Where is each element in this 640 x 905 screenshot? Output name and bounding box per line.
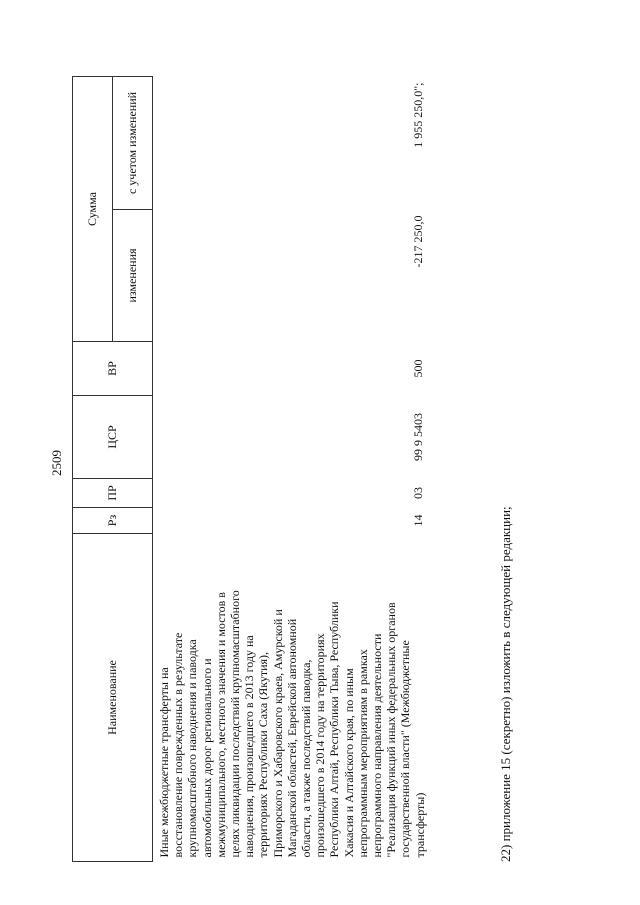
row-csr: 99 9 5403 [411,413,425,461]
budget-table [72,76,427,862]
header-pr: ПР [73,479,153,508]
row-name-line: государственной власти" (Межбюджетные [398,640,413,858]
row-name-line: трансферты) [412,792,427,858]
row-name-line: области, а также последствий паводка, [299,659,314,858]
row-name-line: Хакасия и Алтайского края, по иным [341,668,356,858]
row-name-line: автомобильных дорог регионального и [199,658,214,858]
row-name-line: Иные межбюджетные трансферты на [157,667,171,858]
row-name-line: крупномасштабного наводнения и паводка [185,639,200,858]
header-rz: Рз [73,508,153,534]
row-name-line: территориях Республики Саха (Якутия), [256,651,271,858]
row-name-line: Приморского и Хабаровского краев, Амурской и [270,609,285,858]
row-name-line: непрограммным мероприятиям в рамках [355,649,370,858]
header-name: Наименование [73,534,153,862]
table-row [153,76,427,861]
row-pr: 03 [411,487,425,499]
row-rz: 14 [411,514,425,527]
row-name [153,534,427,862]
row-name-line: Магаданской областей, Еврейской автономной [284,618,299,858]
row-name-line: "Реализация функций иных федеральных органов [384,602,399,858]
row-sum-change: -217 250,0 [411,215,425,268]
row-name-line: восстановление поврежденных в результате [171,632,186,858]
row-name-line: произошедшего в 2014 году на территориях [313,633,328,858]
header-vr: ВР [73,342,153,396]
row-vr: 500 [411,359,425,378]
header-sum-change: изменения [113,210,153,342]
row-name-line: целях ликвидации последствий крупномасштабного [228,590,243,858]
row-sum-with-change: 1 955 250,0"; [411,82,425,148]
footnote-text: 22) приложение 15 (секретно) изложить в следующей редакции; [498,506,513,862]
header-sum: Сумма [73,76,113,341]
row-name-line: непрограммного направления деятельности [370,633,385,858]
row-name-line: межмуниципального, местного значения и мостов в [213,592,228,858]
header-csr: ЦСР [73,396,153,479]
header-sum-with-change: с учетом изменений [113,76,153,209]
page-number: 2509 [49,450,64,476]
row-name-line: Республики Алтай, Республики Тыва, Республики [327,601,342,858]
row-name-line: наводнения, произошедшего в 2013 году на [242,635,257,858]
